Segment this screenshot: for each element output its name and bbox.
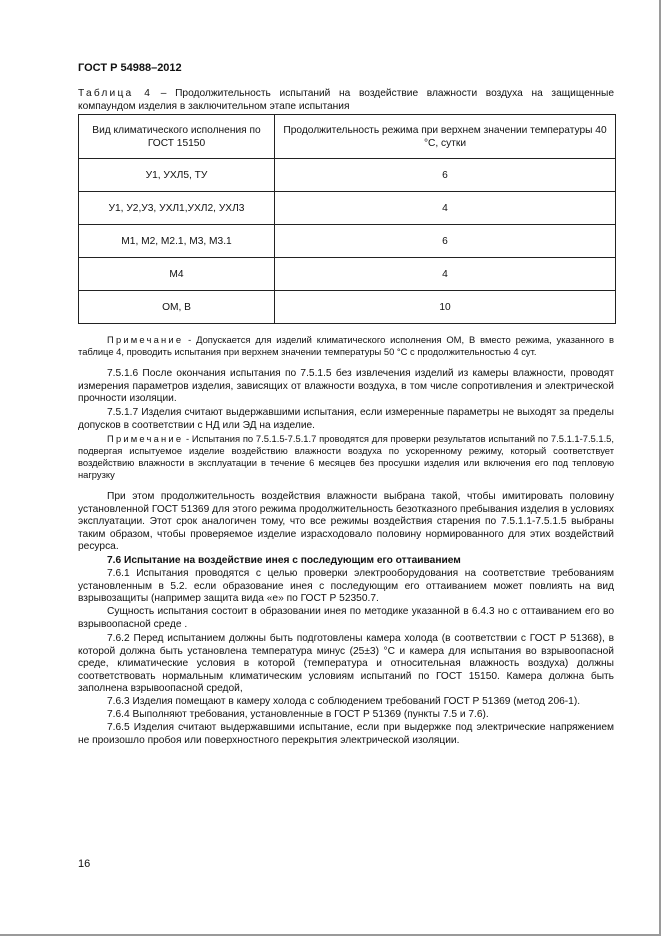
table-header-cell: Продолжительность режима при верхнем значении температуры 40 °С, сутки: [275, 115, 616, 159]
table-header-row: [79, 115, 616, 159]
table-row: [79, 258, 616, 291]
table-cell-duration: 4: [275, 258, 616, 291]
note-text: - Испытания по 7.5.1.5-7.5.1.7 проводятся для проверки результатов испытаний по 7.5.1.1-7.5.1.5, подвергая испытуемое изделие воздействию влажности воздуха по ускоренному режиму, который соответствует воздействию влажности в эксплуатации в течение 6 месяцев без просушки изделия или включения его под тепловую нагрузку: [78, 433, 614, 480]
document-header: ГОСТ Р 54988–2012: [78, 62, 182, 74]
page-number: 16: [78, 858, 91, 870]
table-cell-duration: 6: [275, 159, 616, 192]
paragraph-7-5-1-6: 7.5.1.6 После окончания испытания по 7.5.1.5 без извлечения изделий из камеры влажности, проводят измерения параметров изделия, зависящих от влажности воздуха, в том числе сопротивления и электрической прочности изоляции.: [78, 368, 614, 405]
table-note: [78, 334, 614, 358]
section-note: [78, 433, 614, 481]
note-label: Примечание: [107, 433, 184, 444]
table-row: [79, 192, 616, 225]
table-cell-climate: У1, УХЛ5, ТУ: [79, 159, 275, 192]
table-cell-climate: У1, У2,У3, УХЛ1,УХЛ2, УХЛ3: [79, 192, 275, 225]
paragraph-essence: Сущность испытания состоит в образовании инея по методике указанной в 6.4.3 но с оттаиванием его во взрывоопасной среде .: [78, 606, 614, 630]
table-header-cell: Вид климатического исполнения по ГОСТ 15150: [79, 115, 275, 159]
paragraph-7-6-2: 7.6.2 Перед испытанием должны быть подготовлены камера холода (в соответствии с ГОСТ Р 51368), в которой должна быть установлена температура минус (25±3) °С и камера для испытания во взрывоопасной среде, климатические условия в которой (температура и относительная влажность воздуха) должны соответствовать нормальным климатическим условиям испытаний по ГОСТ 15150. Камера должна быть заполнена взрывоопасной средой,: [78, 633, 614, 695]
table-cell-climate: ОМ, В: [79, 291, 275, 324]
paragraph-7-6-5: 7.6.5 Изделия считают выдержавшими испытание, если при выдержке под электрические напряжением не произошло пробоя или поверхностного перекрытия электрической изоляции.: [78, 722, 614, 746]
table-row: [79, 225, 616, 258]
table-row: [79, 159, 616, 192]
table-cell-duration: 10: [275, 291, 616, 324]
table-4: [78, 114, 616, 324]
table-cell-duration: 4: [275, 192, 616, 225]
paragraph-duration: При этом продолжительность воздействия влажности выбрана такой, чтобы имитировать половину установленной ГОСТ 51369 для этого режима продолжительность безотказного пребывания изделия в условиях эксплуатации. Этот срок аналогичен тому, что все режимы воздействия старения по 7.5.1.1-7.5.1.5 выбраны таким образом, чтобы проверяемое изделие израсходовало половину нормированного для этих воздействий ресурса.: [78, 491, 614, 553]
paragraph-7-6-1: 7.6.1 Испытания проводятся с целью проверки электрооборудования на соответствие требованиям установленным в 5.2. если образование инея с последующим его оттаиванием может повлиять на вид взрывозащиты (например защита вида «е» по ГОСТ Р 52350.7.: [78, 568, 614, 605]
table-caption: [78, 88, 614, 113]
paragraph-7-6-3: 7.6.3 Изделия помещают в камеру холода с соблюдением требований ГОСТ Р 51369 (метод 206-1).: [107, 696, 581, 707]
table-caption-label: Таблица 4: [78, 88, 153, 99]
table-caption-text: – Продолжительность испытаний на воздействие влажности воздуха на защищенные компаундом изделия в заключительном этапе испытания: [78, 88, 615, 112]
note-label: Примечание: [107, 334, 184, 345]
table-cell-duration: 6: [275, 225, 616, 258]
note-text: - Допускается для изделий климатического исполнения ОМ, В вместо режима, указанного в таблице 4, проводить испытания при верхнем значении температуры 50 °С с продолжительностью 4 сут.: [78, 334, 614, 357]
table-cell-climate: М1, М2, М2.1, М3, М3.1: [79, 225, 275, 258]
paragraph-7-6-4: 7.6.4 Выполняют требования, установленные в ГОСТ Р 51369 (пункты 7.5 и 7.6).: [107, 709, 489, 720]
table-cell-climate: М4: [79, 258, 275, 291]
table-row: [79, 291, 616, 324]
section-heading-7-6: 7.6 Испытание на воздействие инея с последующим его оттаиванием: [107, 555, 461, 566]
paragraph-7-5-1-7: 7.5.1.7 Изделия считают выдержавшими испытания, если измеренные параметры не выходят за пределы допусков в соответствии с НД или ЭД на изделие.: [78, 407, 614, 431]
